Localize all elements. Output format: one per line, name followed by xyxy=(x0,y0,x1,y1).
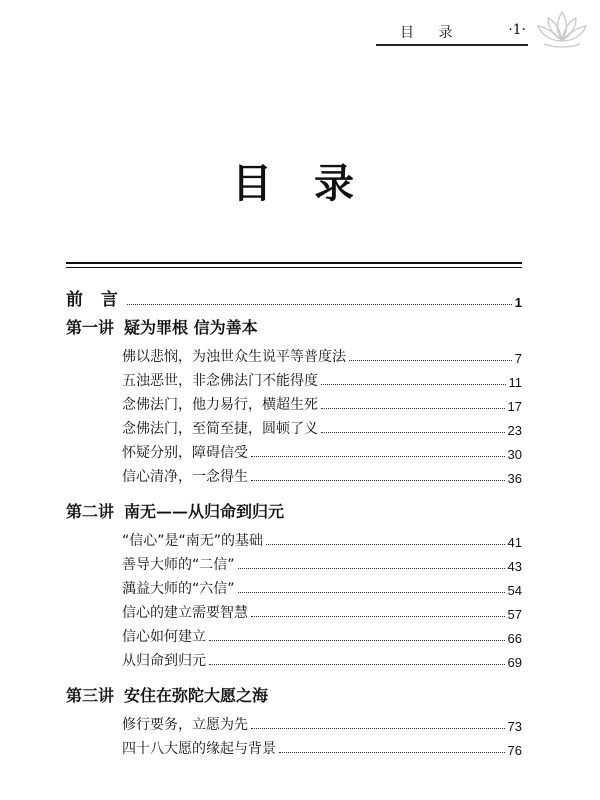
header-title: 目 录 xyxy=(400,25,463,41)
page-title: 目 录 xyxy=(232,160,368,207)
toc-entry-page: 54 xyxy=(507,583,522,598)
toc-entry-page: 36 xyxy=(507,471,522,486)
dot-leader xyxy=(321,431,505,433)
toc-entry-page: 11 xyxy=(508,375,522,390)
chapter-number: 第二讲 xyxy=(66,501,115,521)
toc-entry[interactable] xyxy=(66,342,522,366)
toc-entry-page: 76 xyxy=(507,743,522,758)
toc-entry-label: 前 言 xyxy=(66,290,124,310)
toc-entry-label: 信心清净，一念得生 xyxy=(122,469,248,485)
toc-entry-page: 73 xyxy=(507,719,522,734)
dot-leader xyxy=(251,615,505,617)
toc-entry-label: 善导大师的“二信” xyxy=(122,557,235,573)
chapter-number: 第一讲 xyxy=(66,317,115,337)
toc-entry[interactable] xyxy=(66,414,522,438)
title-rule-thin xyxy=(66,267,522,268)
chapter-title: 疑为罪根 信为善本 xyxy=(124,317,258,337)
toc-entry-page: 30 xyxy=(507,447,522,462)
toc-entry-page: 41 xyxy=(507,535,522,550)
toc-entry-label: 念佛法门，至简至捷，圆顿了义 xyxy=(122,421,318,437)
toc-entry-label: 佛以悲悯，为浊世众生说平等普度法 xyxy=(122,349,346,365)
toc-entry[interactable] xyxy=(66,390,522,414)
toc-entry-page: 23 xyxy=(507,423,522,438)
toc-entry-label: 从归命到归元 xyxy=(122,653,206,669)
toc-entry-label: 四十八大愿的缘起与背景 xyxy=(122,741,276,757)
toc-entry-page: 69 xyxy=(507,655,522,670)
title-rule-thick xyxy=(66,262,522,264)
dot-leader xyxy=(321,407,505,409)
toc-entry-label: 蕅益大师的“六信” xyxy=(122,581,235,597)
toc-entry[interactable] xyxy=(66,462,522,486)
dot-leader xyxy=(251,479,505,481)
toc-entry-page: 66 xyxy=(507,631,522,646)
toc-entry-page: 57 xyxy=(507,607,522,622)
toc-entry-label: 信心如何建立 xyxy=(122,629,206,645)
toc-entry[interactable] xyxy=(66,550,522,574)
toc-entry[interactable] xyxy=(66,574,522,598)
chapter-title: 安住在弥陀大愿之海 xyxy=(124,685,269,705)
header-page-number: ·1· xyxy=(508,22,526,38)
dot-leader xyxy=(251,455,505,457)
toc-entry[interactable] xyxy=(66,646,522,670)
dot-leader xyxy=(349,359,512,361)
table-of-contents xyxy=(66,276,522,758)
dot-leader xyxy=(251,727,505,729)
dot-leader xyxy=(279,751,505,753)
dot-leader xyxy=(321,383,506,385)
toc-entry-label: 怀疑分别，障碍信受 xyxy=(122,445,248,461)
toc-entry[interactable] xyxy=(66,710,522,734)
running-header xyxy=(376,22,526,42)
chapter-number: 第三讲 xyxy=(66,685,115,705)
toc-entry-label: “信心”是“南无”的基础 xyxy=(122,533,264,549)
toc-entry[interactable] xyxy=(66,622,522,646)
toc-entry-label: 信心的建立需要智慧 xyxy=(122,605,248,621)
chapter-title: 南无——从归命到归元 xyxy=(124,501,285,521)
dot-leader xyxy=(238,591,505,593)
chapter-heading-3[interactable] xyxy=(66,678,522,710)
toc-entry[interactable] xyxy=(66,366,522,390)
toc-entry-label: 修行要务，立愿为先 xyxy=(122,717,248,733)
toc-entry[interactable] xyxy=(66,438,522,462)
toc-entry-page: 17 xyxy=(507,399,522,414)
chapter-heading-1[interactable] xyxy=(66,310,522,342)
lotus-icon xyxy=(532,6,592,50)
toc-entry-page: 43 xyxy=(507,559,522,574)
toc-entry-label: 五浊恶世，非念佛法门不能得度 xyxy=(122,373,318,389)
dot-leader xyxy=(238,567,505,569)
chapter-heading-2[interactable] xyxy=(66,494,522,526)
dot-leader xyxy=(266,543,505,545)
toc-entry-preface[interactable] xyxy=(66,276,522,310)
toc-entry-label: 念佛法门，他力易行，横超生死 xyxy=(122,397,318,413)
toc-entry[interactable] xyxy=(66,734,522,758)
toc-entry-page: 1 xyxy=(514,295,522,310)
toc-entry-page: 7 xyxy=(514,351,522,366)
toc-entry[interactable] xyxy=(66,598,522,622)
dot-leader xyxy=(209,639,505,641)
toc-entry[interactable] xyxy=(66,526,522,550)
header-rule xyxy=(376,44,528,46)
dot-leader xyxy=(209,663,505,665)
dot-leader xyxy=(127,303,512,305)
